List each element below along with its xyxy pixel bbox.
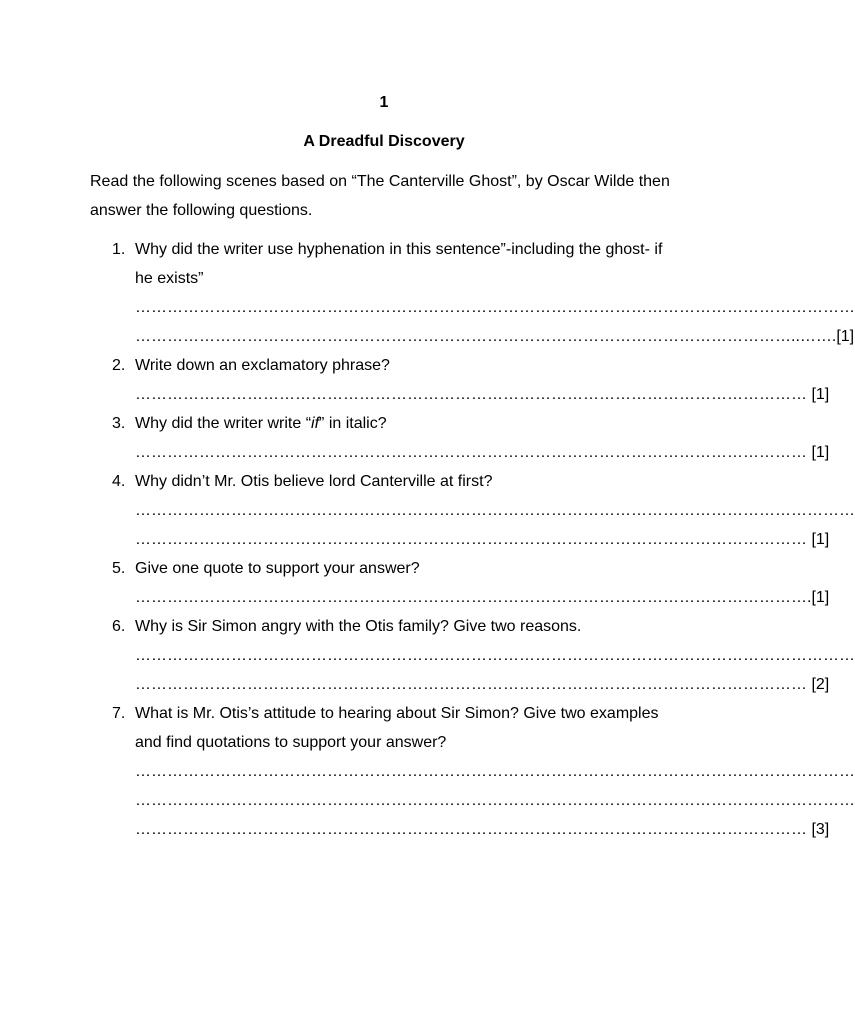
answer-line[interactable]: ……………………………………………………………………………………………………………………… <box>135 647 855 664</box>
question-text-italic: if <box>311 415 320 432</box>
question-2 <box>0 351 830 409</box>
question-1 <box>0 235 855 351</box>
question-number: 7. <box>112 705 126 722</box>
question-number: 2. <box>112 357 126 374</box>
question-text: Why is Sir Simon angry with the Otis family? Give two reasons. <box>135 618 582 635</box>
question-body <box>135 409 830 467</box>
question-number: 6. <box>112 618 126 635</box>
question-list <box>0 235 855 844</box>
question-text: Write down an exclamatory phrase? <box>135 357 390 374</box>
question-text: Give one quote to support your answer? <box>135 560 420 577</box>
question-6 <box>0 612 855 699</box>
question-body <box>135 351 830 409</box>
document-title: A Dreadful Discovery <box>303 133 465 150</box>
answer-line[interactable]: ……………………………………………………………………………………………………………… [3] <box>135 821 830 838</box>
answer-line[interactable]: ……………………………………………………………………………………………………………… [1] <box>135 531 830 548</box>
question-text: Why didn’t Mr. Otis believe lord Canterville at first? <box>135 473 493 490</box>
question-body <box>135 554 830 612</box>
answer-line[interactable]: ……………………………………………………………………………………………………………… [1] <box>135 444 830 461</box>
question-4 <box>0 467 855 554</box>
question-7 <box>0 699 855 844</box>
answer-line[interactable]: ……………………………………………………………………………………………………………… [1] <box>135 386 830 403</box>
answer-line[interactable]: ……………………………………………………………………………………………………………………… <box>135 763 855 780</box>
question-number: 5. <box>112 560 126 577</box>
question-text-after: ” in italic? <box>319 415 387 432</box>
question-body <box>135 467 855 554</box>
question-text-before: Why did the writer write “ <box>135 415 312 432</box>
question-5 <box>0 554 830 612</box>
question-text <box>135 409 675 438</box>
question-number: 1. <box>112 241 126 258</box>
answer-line[interactable]: ……………………………………………………………………………………………………………………… <box>135 792 855 809</box>
question-body <box>135 699 855 844</box>
page-number: 1 <box>379 94 389 111</box>
question-text: What is Mr. Otis’s attitude to hearing about Sir Simon? Give two examples and find quotations to support your answer? <box>135 705 659 751</box>
question-number: 4. <box>112 473 126 490</box>
question-text: Why did the writer use hyphenation in this sentence”-including the ghost- if he exists” <box>135 241 663 287</box>
question-body <box>135 235 855 351</box>
answer-line[interactable]: ……………………………………………………………………………………………………………..…….[1] <box>135 328 855 345</box>
answer-line[interactable]: ……………………………………………………………………………………………………………… [2] <box>135 676 830 693</box>
question-body <box>135 612 855 699</box>
answer-line[interactable]: ……………………………………………………………………………………………………………….[1] <box>135 589 830 606</box>
intro-paragraph: Read the following scenes based on “The Canterville Ghost”, by Oscar Wilde then answer the following questions. <box>90 173 670 219</box>
answer-line[interactable]: ……………………………………………………………………………………………………………………… <box>135 299 855 316</box>
question-number: 3. <box>112 415 126 432</box>
answer-line[interactable]: ……………………………………………………………………………………………………………………… <box>135 502 855 519</box>
question-3 <box>0 409 830 467</box>
